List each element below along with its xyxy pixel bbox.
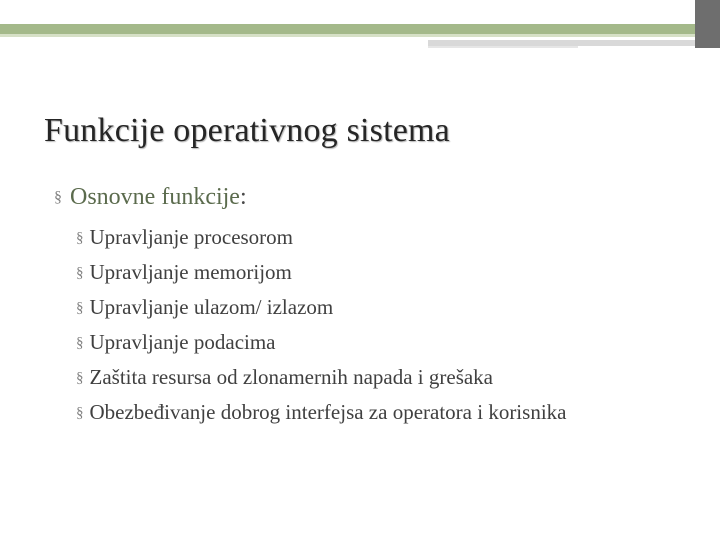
list-item-text: Zaštita resursa od zlonamernih napada i grešaka (89, 365, 494, 389)
list-item-text: Upravljanje podacima (89, 330, 276, 354)
slide-title: Funkcije operativnog sistema (44, 112, 450, 149)
bullet-icon: § (76, 230, 84, 246)
bullet-icon: § (76, 405, 84, 421)
decorative-top-bar (0, 24, 695, 34)
list-item (76, 220, 636, 255)
list-item (76, 255, 636, 290)
list-item-text: Upravljanje memorijom (89, 260, 292, 284)
decorative-gray-thin-bar (428, 46, 578, 48)
bullet-icon: § (76, 370, 84, 386)
level1-suffix: : (239, 184, 247, 210)
list-item-text: Upravljanje ulazom/ izlazom (89, 295, 334, 319)
bullet-icon: § (76, 300, 84, 316)
decorative-top-bar-light (0, 34, 695, 37)
list-item (76, 395, 636, 430)
bullet-icon: § (76, 335, 84, 351)
bullet-icon: § (76, 265, 84, 281)
list-item-text: Obezbeđivanje dobrog interfejsa za operatora i korisnika (89, 400, 567, 424)
list-item (76, 325, 636, 360)
list-item (76, 290, 636, 325)
level1-bullet (54, 184, 247, 211)
decorative-corner-bar (695, 0, 720, 48)
sub-bullet-list (76, 220, 636, 430)
list-item-text: Upravljanje procesorom (89, 225, 294, 249)
level1-label: Osnovne funkcije (70, 184, 240, 210)
list-item (76, 360, 636, 395)
bullet-icon: § (54, 189, 62, 206)
